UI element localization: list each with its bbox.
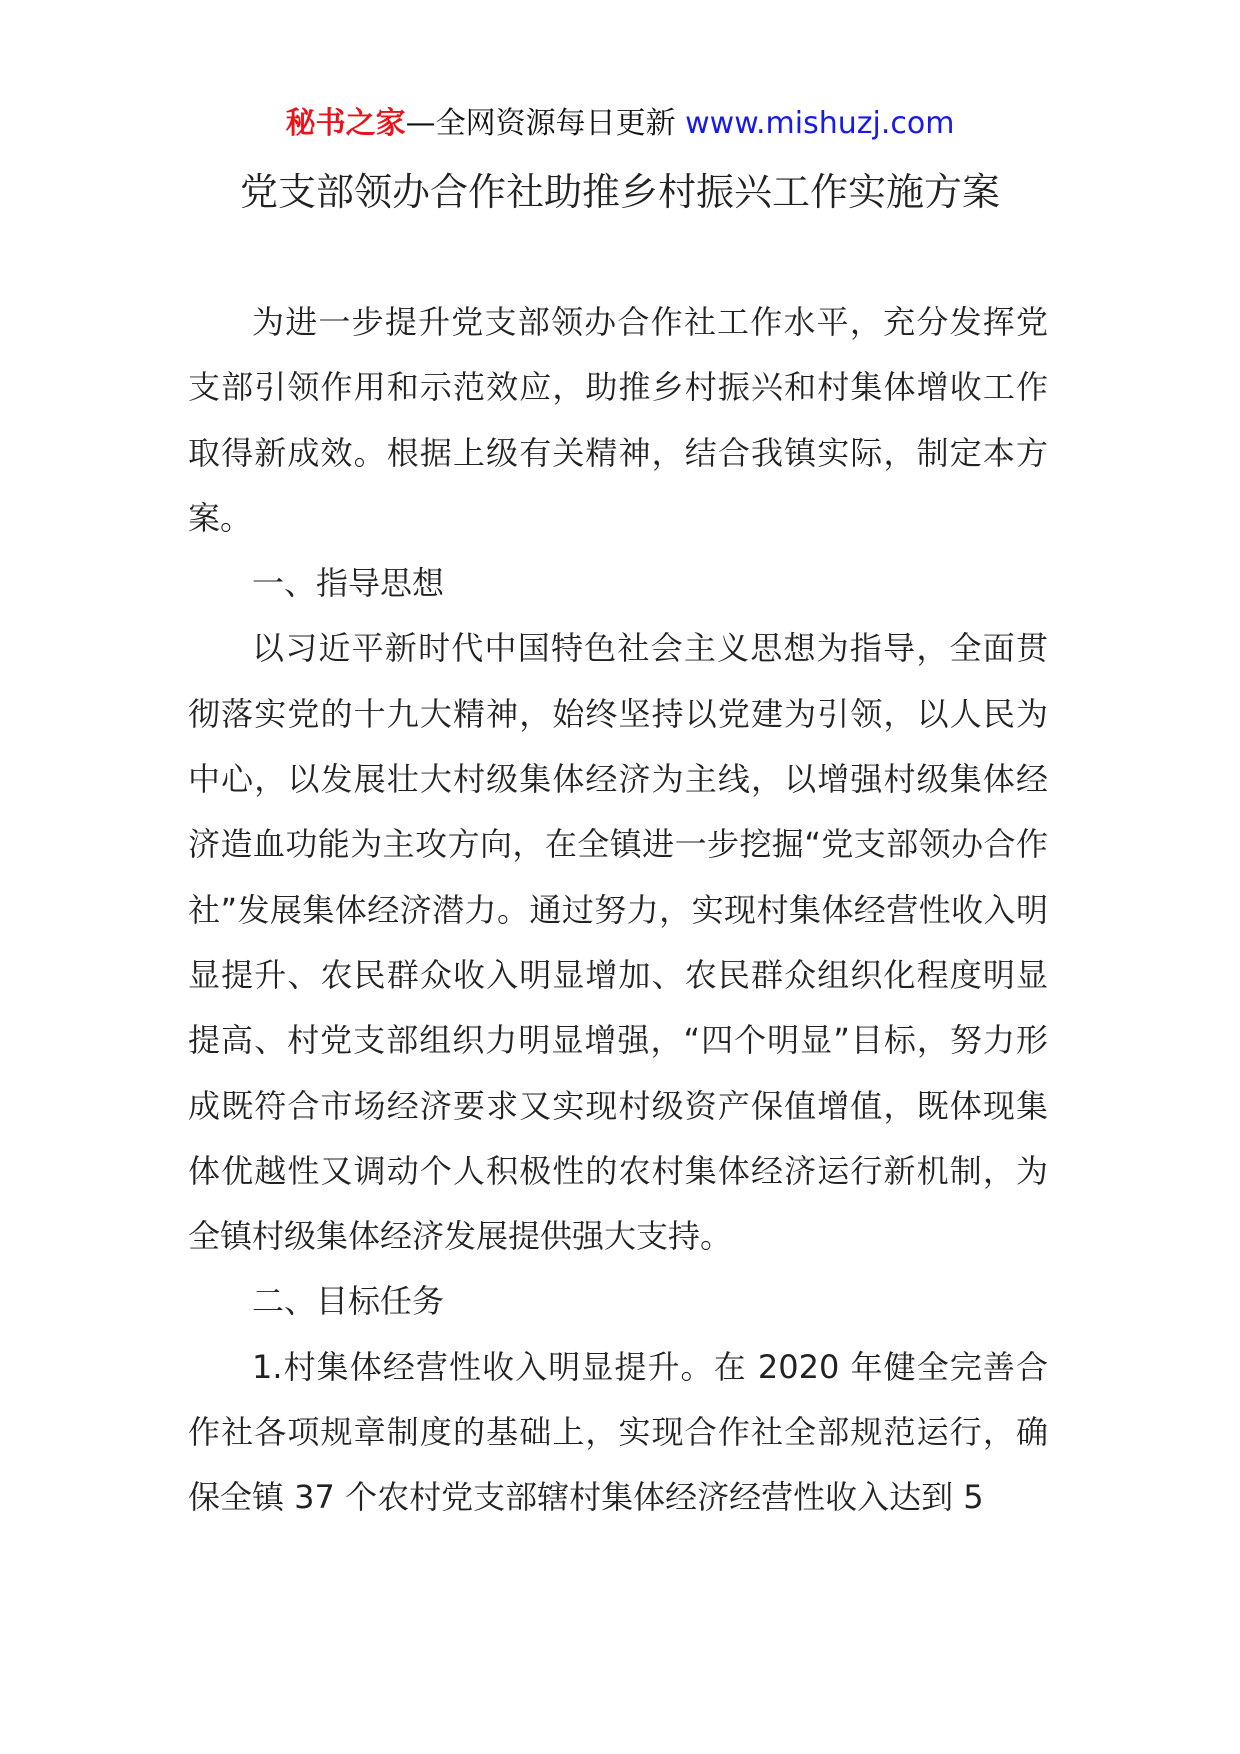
site-url-link[interactable]: www.mishuzj.com (685, 106, 955, 141)
section-heading-goals-tasks: 二、目标任务 (252, 1282, 445, 1321)
document-body (188, 290, 1048, 1531)
section-heading-guiding-ideology: 一、指导思想 (252, 564, 445, 603)
site-banner (0, 102, 1240, 146)
document-title: 党支部领办合作社助推乡村振兴工作实施方案 (239, 170, 1000, 214)
banner-slogan: —全网资源每日更新 (405, 106, 676, 141)
brand-name: 秘书之家 (285, 106, 406, 141)
guiding-ideology-paragraph: 以习近平新时代中国特色社会主义思想为指导，全面贯彻落实党的十九大精神，始终坚持以党建为引领，以人民为中心，以发展壮大村级集体经济为主线，以增强村级集体经济造血功能为主攻方向，在全镇进一步挖掘“党支部领办合作社”发展集体经济潜力。通过努力，实现村集体经营性收入明显提升、农民群众收入明显增加、农民群众组织化程度明显提高、村党支部组织力明显增强，“四个明显”目标，努力形成既符合市场经济要求又实现村级资产保值增值，既体现集体优越性又调动个人积极性的农村集体经济运行新机制，为全镇村级集体经济发展提供强大支持。 (188, 629, 1048, 1256)
intro-paragraph: 为进一步提升党支部领办合作社工作水平，充分发挥党支部引领作用和示范效应，助推乡村振兴和村集体增收工作取得新成效。根据上级有关精神，结合我镇实际，制定本方案。 (188, 303, 1048, 537)
goal-item-1-paragraph: 1.村集体经营性收入明显提升。在 2020 年健全完善合作社各项规章制度的基础上，实现合作社全部规范运行，确保全镇 37 个农村党支部辖村集体经济经营性收入达到 5 (188, 1347, 1048, 1517)
